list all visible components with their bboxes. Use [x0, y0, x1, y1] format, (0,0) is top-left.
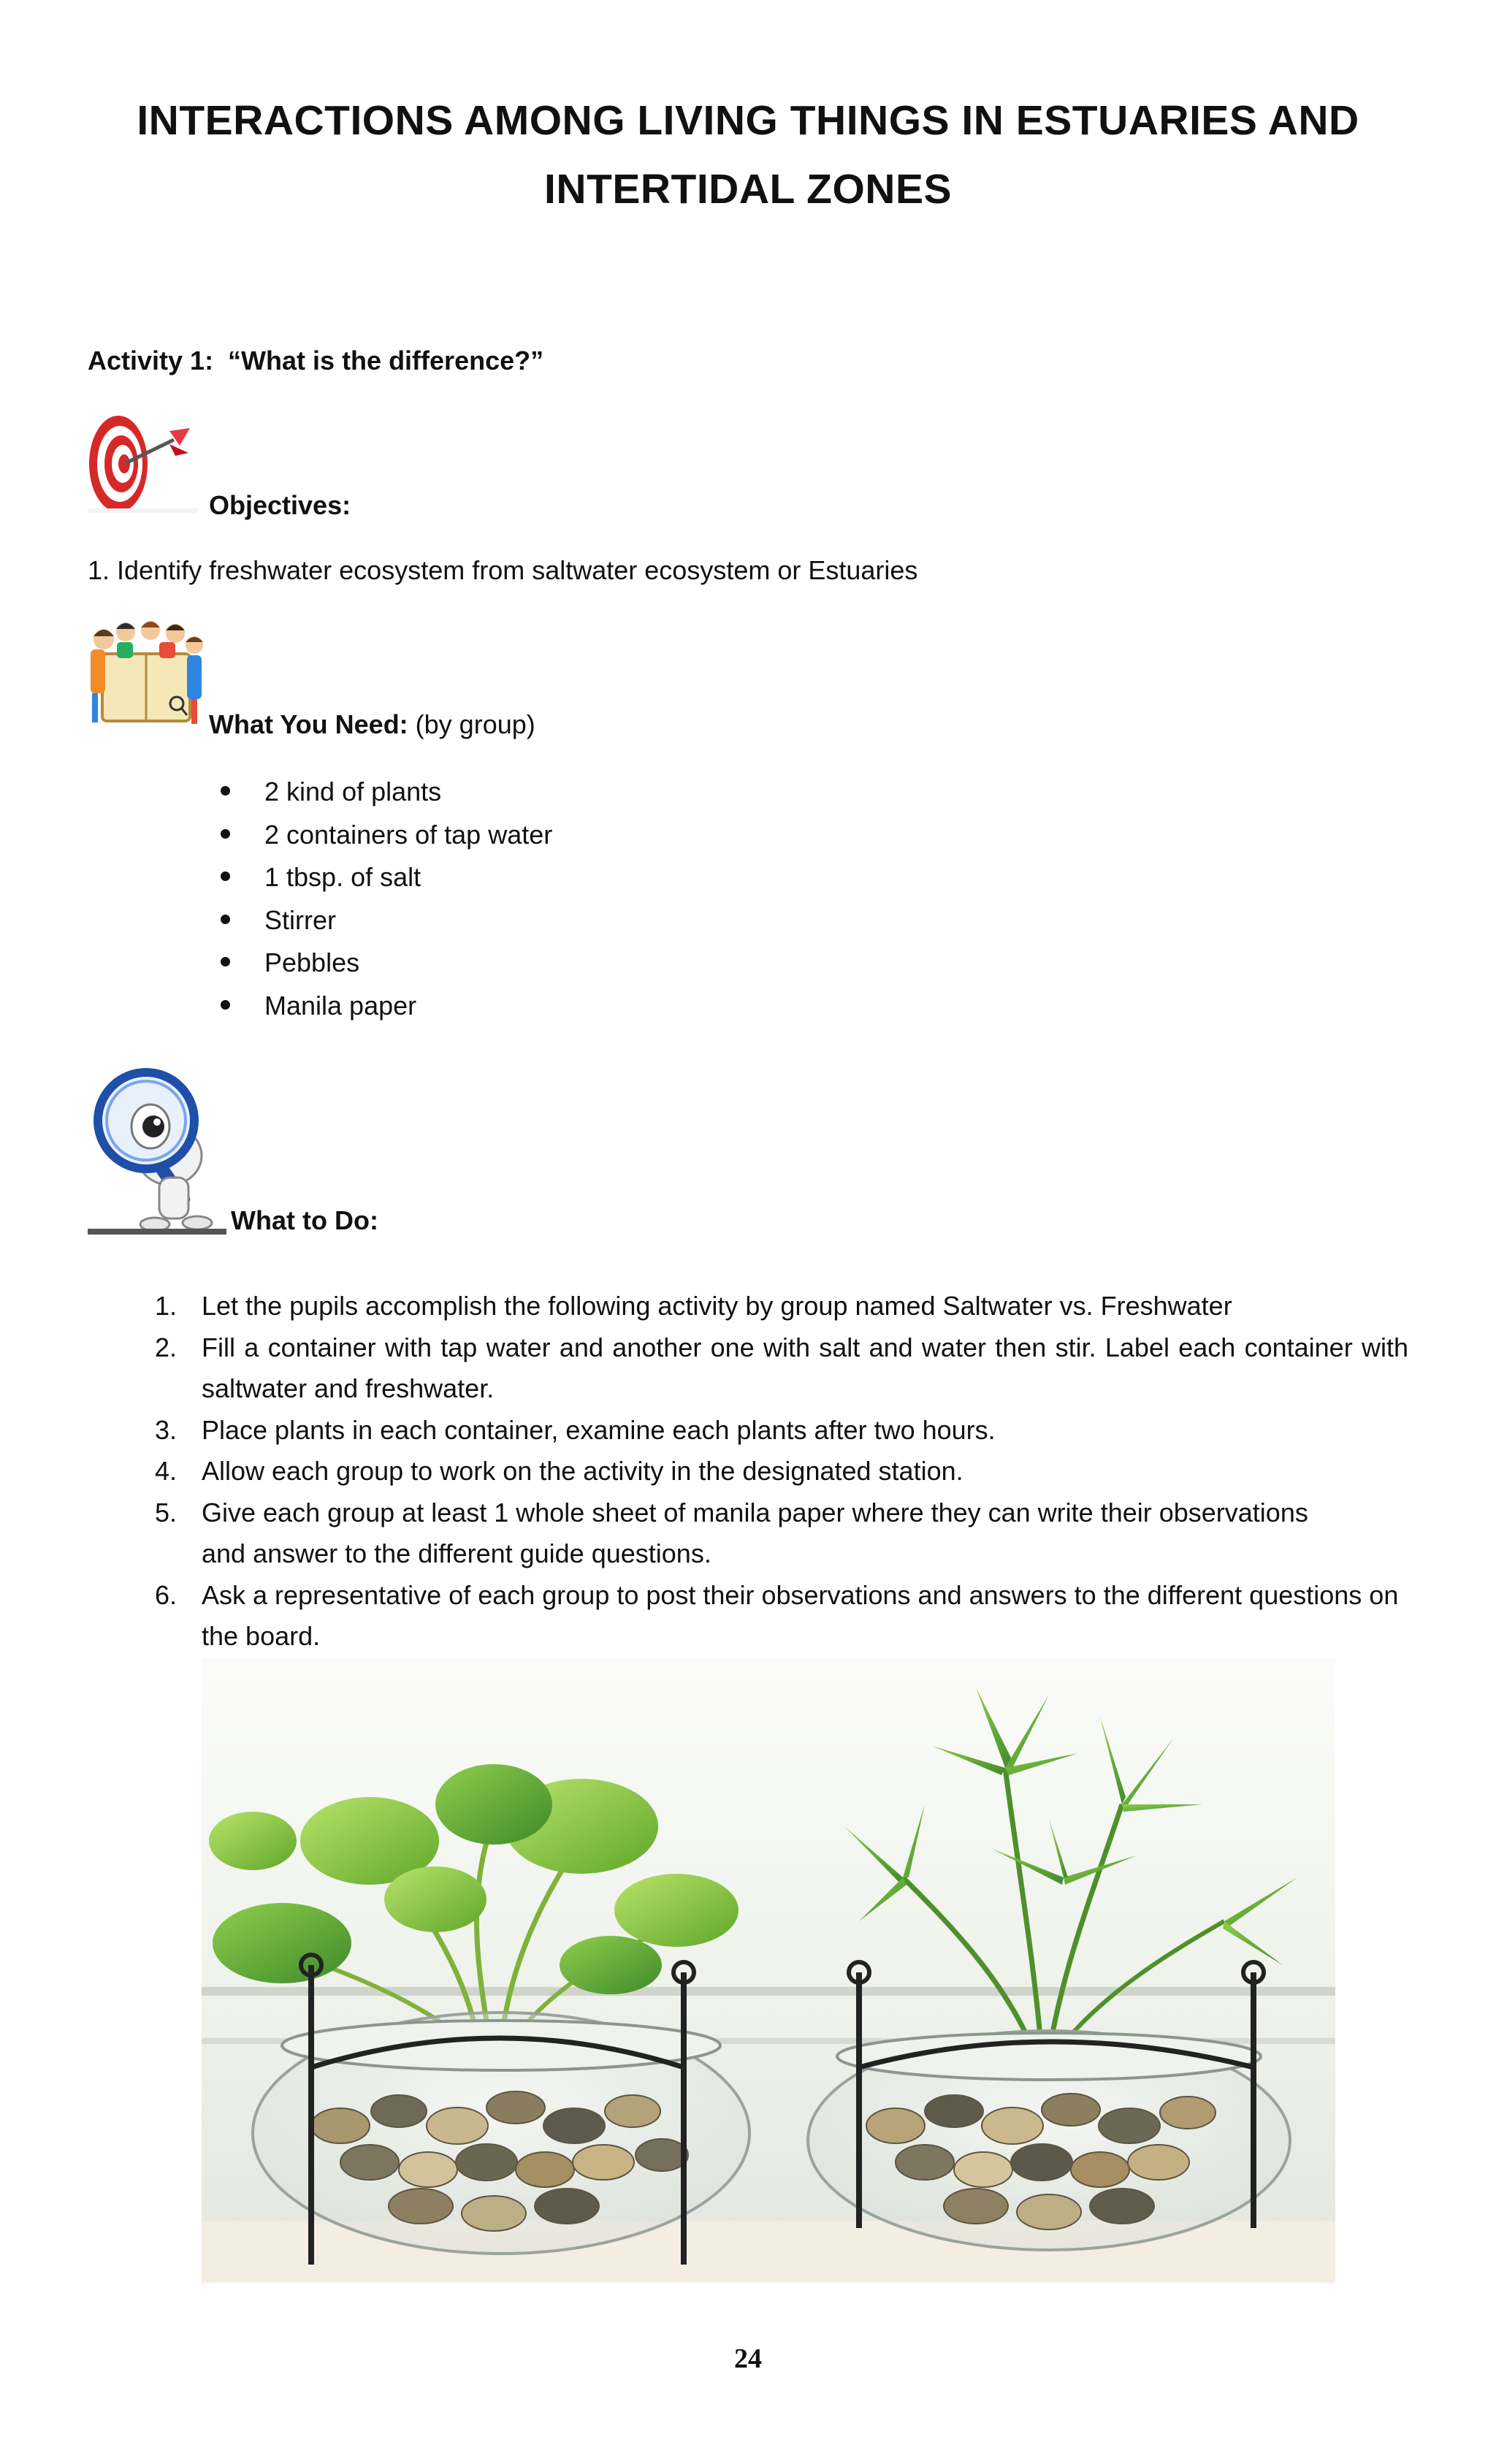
list-item: 6. Ask a representative of each group to post their observations and answers to the different questions on the board.: [155, 1579, 1399, 1651]
list-item: 2 kind of plants: [219, 774, 552, 817]
list-item: 5. Give each group at least 1 whole sheet of manila paper where they can write their observations and answer to the different guide questions.: [155, 1497, 1308, 1568]
steps-list: [155, 1286, 1408, 1658]
page-number: 24: [734, 2343, 762, 2374]
target-dart-icon: [88, 409, 197, 519]
title-line-2: INTERTIDAL ZONES: [544, 166, 952, 213]
bullet-icon: [221, 1000, 230, 1010]
activity-heading: Activity 1: “What is the difference?”: [88, 346, 544, 375]
list-item: 2. Fill a container with tap water and another one with salt and water then stir. Label each container with saltwater and freshwater.: [155, 1332, 1408, 1403]
list-item: 1 tbsp. of salt: [219, 860, 552, 903]
page-title: [88, 86, 1408, 224]
needs-heading-note: (by group): [408, 709, 535, 739]
todo-heading: What to Do:: [231, 1205, 378, 1235]
list-item: Pebbles: [219, 945, 552, 988]
plants-in-glass-bowls-photo: [202, 1658, 1335, 2283]
title-line-1: INTERACTIONS AMONG LIVING THINGS IN ESTUARIES AND: [137, 97, 1359, 144]
magnifying-glass-mascot-icon: [88, 1068, 226, 1235]
list-item: Manila paper: [219, 988, 552, 1031]
bullet-icon: [221, 871, 230, 881]
list-item: 1. Let the pupils accomplish the following activity by group named Saltwater vs. Freshwater: [155, 1291, 1232, 1321]
objective-item: 1. Identify freshwater ecosystem from saltwater ecosystem or Estuaries: [88, 555, 918, 585]
list-item: 4. Allow each group to work on the activity in the designated station.: [155, 1456, 963, 1486]
bullet-icon: [221, 957, 230, 966]
bullet-icon: [221, 915, 230, 924]
list-item: Stirrer: [219, 903, 552, 946]
list-item: 2 containers of tap water: [219, 817, 552, 861]
list-item: 3. Place plants in each container, examine each plants after two hours.: [155, 1414, 996, 1445]
needs-list: [219, 774, 552, 1031]
bullet-icon: [221, 829, 230, 839]
objectives-heading: Objectives:: [209, 490, 351, 520]
bullet-icon: [221, 786, 230, 796]
children-book-icon: [88, 617, 205, 734]
needs-heading: What You Need: (by group): [209, 709, 535, 739]
